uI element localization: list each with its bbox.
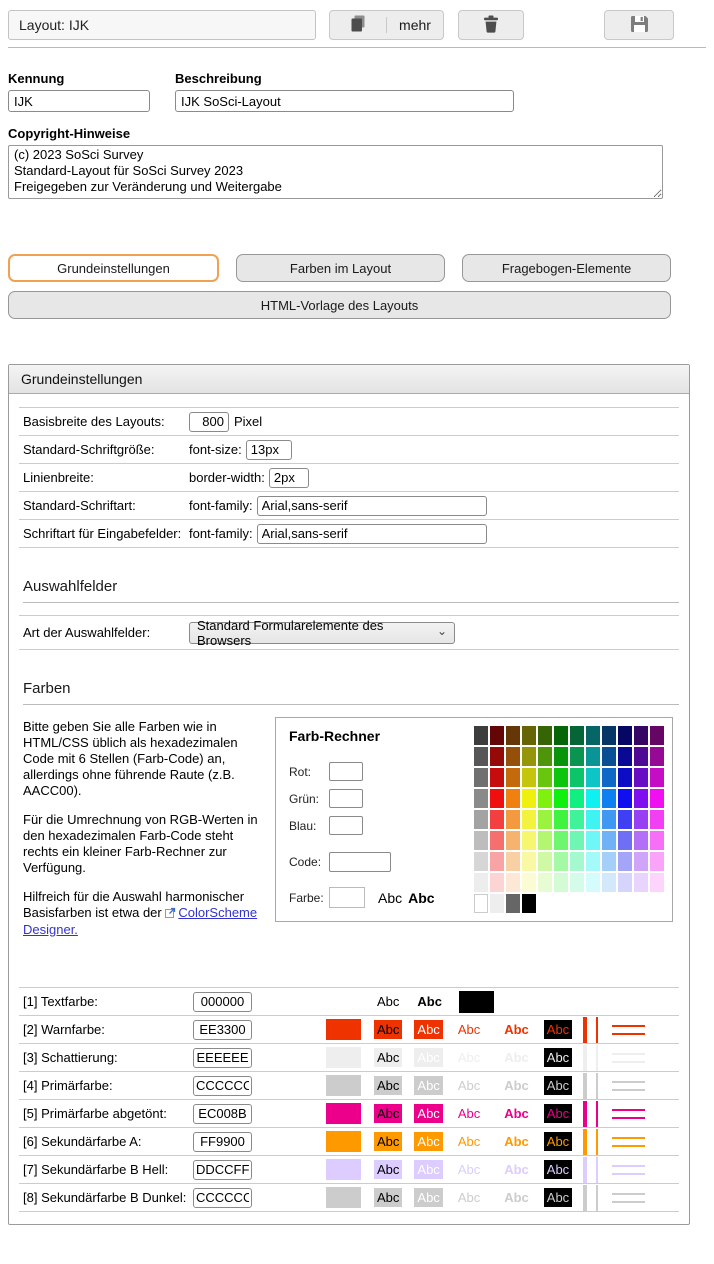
palette-swatch[interactable] (586, 768, 600, 787)
farb-rechner-controls (289, 726, 474, 913)
settings-row (19, 408, 679, 436)
color-code-input[interactable] (193, 1188, 252, 1208)
settings-row-label: Standard-Schriftart: (23, 498, 136, 513)
palette-swatch[interactable] (490, 726, 504, 745)
palette-swatch[interactable] (474, 831, 488, 850)
palette-swatch[interactable] (490, 894, 504, 913)
palette-swatch[interactable] (538, 768, 552, 787)
palette-swatch[interactable] (650, 810, 664, 829)
tab-fragebogen-elemente[interactable]: Fragebogen-Elemente (462, 254, 671, 282)
abc-preview-bold: Abc (408, 889, 435, 906)
abc-color-on-white: Abc (457, 1050, 481, 1065)
settings-value-input[interactable] (257, 524, 487, 544)
farben-heading: Farben (23, 680, 679, 705)
palette-swatch[interactable] (538, 789, 552, 808)
abc-color-bold: Abc (504, 1162, 529, 1177)
settings-row (19, 464, 679, 492)
color-code-input[interactable] (193, 1076, 252, 1096)
color-line-thin (596, 1185, 598, 1211)
more-button-label: mehr (399, 17, 431, 33)
palette-swatch[interactable] (554, 789, 568, 808)
palette-swatch[interactable] (650, 747, 664, 766)
color-table-row (19, 1044, 679, 1072)
layout-title-box (8, 10, 316, 40)
palette-swatch[interactable] (570, 852, 584, 871)
beschreibung-input[interactable] (175, 90, 514, 112)
farben-paragraph-1: Bitte geben Sie alle Farben wie in HTML/CSS üblich als hexadezimalen Code mit 6 Stellen (Farb-Code) an, allerdings ohne führende Raute (z.B. AACC00). (23, 719, 238, 798)
save-button[interactable] (604, 10, 674, 40)
settings-value-input[interactable] (257, 496, 487, 516)
settings-row-label: Standard-Schriftgröße: (23, 442, 155, 457)
palette-swatch[interactable] (618, 873, 632, 892)
color-row-label: [8] Sekundärfarbe B Dunkel: (23, 1190, 187, 1205)
color-row-label: [5] Primärfarbe abgetönt: (23, 1106, 167, 1121)
palette-swatch[interactable] (634, 726, 648, 745)
color-table-row (19, 1016, 679, 1044)
palette-swatch[interactable] (586, 810, 600, 829)
copyright-label: Copyright-Hinweise (8, 126, 131, 141)
palette-swatch[interactable] (586, 747, 600, 766)
color-code-input[interactable] (193, 1104, 252, 1124)
trash-icon (483, 15, 499, 36)
palette-swatch[interactable] (634, 873, 648, 892)
color-row-label: [1] Textfarbe: (23, 994, 98, 1009)
header-divider (8, 47, 706, 48)
abc-color-bold: Abc (504, 1106, 529, 1121)
abc-white-on-color: Abc (414, 1104, 442, 1123)
abc-white-on-color: Abc (414, 1076, 442, 1095)
more-button[interactable] (386, 17, 443, 33)
abc-white-on-color: Abc (414, 1160, 442, 1179)
color-table (19, 987, 679, 1212)
kennung-input[interactable] (8, 90, 150, 112)
palette-swatch[interactable] (586, 873, 600, 892)
abc-black-on-color: Abc (374, 1132, 402, 1151)
palette-swatch[interactable] (586, 726, 600, 745)
settings-css-property-label: font-size: (189, 442, 242, 457)
settings-row (19, 436, 679, 464)
farben-paragraph-3 (23, 889, 261, 938)
color-double-rule (612, 1053, 645, 1063)
abc-color-on-white: Abc (457, 1078, 481, 1093)
panel-body (9, 394, 689, 1224)
palette-swatch[interactable] (474, 810, 488, 829)
copyright-textarea[interactable] (8, 145, 663, 199)
abc-white-on-color: Abc (414, 1132, 442, 1151)
palette-swatch[interactable] (602, 747, 616, 766)
palette-swatch[interactable] (618, 726, 632, 745)
farben-help-text (19, 717, 275, 951)
color-row-label: [6] Sekundärfarbe A: (23, 1134, 142, 1149)
color-row-label: [3] Schattierung: (23, 1050, 118, 1065)
palette-swatch[interactable] (538, 810, 552, 829)
auswahlfelder-select[interactable] (189, 617, 455, 648)
color-code-input[interactable] (193, 1160, 252, 1180)
settings-row (19, 492, 679, 520)
palette-swatch[interactable] (506, 747, 520, 766)
abc-sample-bold: Abc (417, 994, 442, 1009)
abc-black-on-color: Abc (374, 1188, 402, 1207)
palette-swatch[interactable] (522, 747, 536, 766)
kennung-label: Kennung (8, 71, 65, 86)
color-code-input[interactable] (193, 1132, 252, 1152)
palette-swatch[interactable] (522, 768, 536, 787)
palette-swatch[interactable] (618, 852, 632, 871)
auswahlfelder-row-label: Art der Auswahlfelder: (23, 625, 151, 640)
abc-white-on-color: Abc (414, 1188, 442, 1207)
color-line-thin (596, 1017, 598, 1043)
palette-swatch[interactable] (506, 726, 520, 745)
blau-input[interactable] (329, 816, 363, 835)
settings-value-input[interactable] (269, 468, 309, 488)
abc-preview (378, 890, 435, 906)
palette-swatch[interactable] (490, 831, 504, 850)
palette-swatch[interactable] (554, 873, 568, 892)
color-line-thin (596, 1101, 598, 1127)
external-link-icon (165, 906, 176, 922)
palette-swatch[interactable] (522, 726, 536, 745)
color-swatch (326, 1047, 361, 1068)
color-line-thick (583, 1185, 587, 1211)
palette-swatch[interactable] (506, 894, 520, 913)
palette-swatch[interactable] (634, 852, 648, 871)
palette-swatch[interactable] (474, 768, 488, 787)
settings-row-label: Basisbreite des Layouts: (23, 414, 165, 429)
palette-swatch[interactable] (554, 831, 568, 850)
palette-swatch[interactable] (586, 789, 600, 808)
settings-row-label: Schriftart für Eingabefelder: (23, 526, 182, 541)
palette-swatch[interactable] (634, 768, 648, 787)
palette-swatch[interactable] (634, 789, 648, 808)
settings-css-property-label: font-family: (189, 498, 253, 513)
palette-swatch[interactable] (490, 873, 504, 892)
palette-swatch[interactable] (570, 873, 584, 892)
color-double-rule (612, 1193, 645, 1203)
palette-swatch[interactable] (506, 789, 520, 808)
code-label: Code: (289, 855, 322, 869)
settings-unit-label: Pixel (234, 414, 263, 429)
copy-button[interactable] (330, 15, 386, 35)
palette-swatch[interactable] (554, 726, 568, 745)
palette-swatch[interactable] (506, 852, 520, 871)
palette-swatch[interactable] (650, 831, 664, 850)
abc-black-on-color: Abc (374, 1160, 402, 1179)
page-title: Layout: IJK (19, 17, 90, 33)
color-code-input[interactable] (193, 1048, 252, 1068)
color-code-input[interactable] (193, 992, 252, 1012)
palette-swatch[interactable] (634, 810, 648, 829)
palette-swatch[interactable] (618, 768, 632, 787)
auswahlfelder-row (19, 616, 679, 650)
abc-color-bold: Abc (504, 1190, 529, 1205)
palette-swatch[interactable] (554, 747, 568, 766)
abc-color-on-black: Abc (544, 1188, 572, 1207)
color-line-thin (596, 1073, 598, 1099)
color-line-thin (596, 1157, 598, 1183)
palette-swatch[interactable] (554, 768, 568, 787)
palette-swatch[interactable] (506, 831, 520, 850)
palette-swatch[interactable] (586, 852, 600, 871)
color-line-thick (583, 1157, 587, 1183)
settings-css-property-label: border-width: (189, 470, 265, 485)
settings-css-property-label: font-family: (189, 526, 253, 541)
palette-swatch[interactable] (602, 726, 616, 745)
palette-swatch[interactable] (634, 747, 648, 766)
abc-color-on-black: Abc (544, 1076, 572, 1095)
meta-form (8, 71, 706, 199)
color-swatch (326, 1131, 361, 1152)
abc-color-bold: Abc (504, 1134, 529, 1149)
color-swatch (326, 1187, 361, 1208)
palette-swatch[interactable] (506, 873, 520, 892)
palette-swatch[interactable] (634, 831, 648, 850)
palette-swatch[interactable] (538, 831, 552, 850)
auswahlfelder-heading: Auswahlfelder (23, 578, 679, 603)
palette-swatch[interactable] (618, 810, 632, 829)
abc-black-on-color: Abc (374, 1076, 402, 1095)
color-line-thin (596, 1045, 598, 1071)
abc-color-on-white: Abc (457, 1022, 481, 1037)
abc-preview-normal: Abc (378, 889, 403, 906)
settings-value-input[interactable] (246, 440, 292, 460)
tab-row (8, 254, 671, 282)
settings-table (19, 407, 679, 548)
abc-color-bold: Abc (504, 1078, 529, 1093)
farben-paragraph-2: Für die Umrechnung von RGB-Werten in den hexadezimalen Farb-Code steht rechts ein kleiner Farb-Rechner zur Verfügung. (23, 812, 258, 875)
palette-swatch[interactable] (602, 810, 616, 829)
settings-value-input[interactable] (189, 412, 229, 432)
palette-swatch[interactable] (522, 873, 536, 892)
auswahlfelder-select-value: Standard Formularelemente des Browsers (197, 617, 384, 648)
palette-swatch[interactable] (522, 894, 536, 913)
palette-swatch[interactable] (490, 852, 504, 871)
palette-swatch[interactable] (490, 810, 504, 829)
abc-black-on-color: Abc (374, 1048, 402, 1067)
abc-color-on-black: Abc (544, 1104, 572, 1123)
abc-color-bold: Abc (504, 1022, 529, 1037)
palette-swatch[interactable] (474, 726, 488, 745)
tab-html-vorlage[interactable]: HTML-Vorlage des Layouts (8, 291, 671, 319)
color-line-thick (583, 1129, 587, 1155)
palette-swatch[interactable] (618, 831, 632, 850)
abc-white-on-color: Abc (414, 1020, 442, 1039)
abc-color-on-black: Abc (544, 1020, 572, 1039)
farb-rechner-title: Farb-Rechner (289, 728, 381, 744)
color-spacer (326, 991, 361, 1012)
palette-swatch[interactable] (554, 852, 568, 871)
farben-section (19, 717, 679, 951)
palette-swatch[interactable] (474, 894, 488, 913)
palette-swatch[interactable] (490, 747, 504, 766)
color-table-row (19, 1184, 679, 1212)
code-input[interactable] (329, 852, 391, 872)
color-table-row (19, 988, 679, 1016)
blau-label: Blau: (289, 818, 317, 833)
beschreibung-label: Beschreibung (175, 71, 262, 86)
abc-color-on-black: Abc (544, 1048, 572, 1067)
palette-swatch[interactable] (538, 852, 552, 871)
palette-swatch[interactable] (650, 768, 664, 787)
palette-swatch[interactable] (522, 789, 536, 808)
abc-color-on-white: Abc (457, 1162, 481, 1177)
palette-swatch[interactable] (650, 726, 664, 745)
abc-color-on-white: Abc (457, 1134, 481, 1149)
palette-swatch[interactable] (474, 747, 488, 766)
palette-swatch[interactable] (602, 852, 616, 871)
palette-swatch[interactable] (522, 810, 536, 829)
palette-swatch[interactable] (538, 873, 552, 892)
color-double-rule (612, 1137, 645, 1147)
palette-swatch[interactable] (474, 852, 488, 871)
palette-swatch[interactable] (506, 810, 520, 829)
color-swatch (326, 1075, 361, 1096)
palette-swatch[interactable] (474, 789, 488, 808)
color-line-thick (583, 1017, 587, 1043)
color-swatch (326, 1103, 361, 1124)
palette-swatch[interactable] (570, 768, 584, 787)
auswahlfelder-rows (19, 615, 679, 650)
settings-row-label: Linienbreite: (23, 470, 94, 485)
palette-swatch[interactable] (554, 810, 568, 829)
gruen-label: Grün: (289, 791, 320, 806)
panel-header: Grundeinstellungen (9, 365, 689, 394)
color-row-label: [2] Warnfarbe: (23, 1022, 105, 1037)
palette-swatch[interactable] (490, 789, 504, 808)
color-double-rule (612, 1081, 645, 1091)
palette-swatch[interactable] (650, 852, 664, 871)
abc-black-on-color: Abc (374, 1104, 402, 1123)
palette-swatch[interactable] (474, 873, 488, 892)
rot-label: Rot: (289, 764, 312, 779)
settings-row (19, 520, 679, 548)
palette-swatch[interactable] (618, 747, 632, 766)
colorscheme-designer-link[interactable]: ColorScheme Designer. (23, 905, 258, 937)
farbe-preview-swatch (329, 887, 365, 908)
color-double-rule (612, 1109, 645, 1119)
color-line-thick (583, 1045, 587, 1071)
color-swatch (326, 1019, 361, 1040)
color-double-rule (612, 1165, 645, 1175)
palette-swatch[interactable] (538, 747, 552, 766)
color-table-row (19, 1072, 679, 1100)
palette-swatch[interactable] (570, 831, 584, 850)
palette-swatch[interactable] (602, 831, 616, 850)
palette-swatch[interactable] (602, 768, 616, 787)
palette-swatch[interactable] (570, 810, 584, 829)
palette-swatch[interactable] (602, 789, 616, 808)
abc-color-on-black: Abc (544, 1132, 572, 1151)
abc-color-on-white: Abc (457, 1190, 481, 1205)
color-palette (474, 726, 664, 913)
tab-farben-im-layout[interactable]: Farben im Layout (236, 254, 445, 282)
chevron-down-icon: ⌄ (436, 624, 447, 638)
abc-color-on-black: Abc (544, 1160, 572, 1179)
color-line-thick (583, 1101, 587, 1127)
grundeinstellungen-panel (8, 364, 690, 1225)
palette-swatch[interactable] (650, 873, 664, 892)
abc-black-on-color: Abc (374, 1020, 402, 1039)
color-double-rule (612, 1025, 645, 1035)
color-row-label: [4] Primärfarbe: (23, 1078, 113, 1093)
palette-swatch[interactable] (650, 789, 664, 808)
palette-swatch[interactable] (570, 747, 584, 766)
color-line-thick (583, 1073, 587, 1099)
palette-swatch[interactable] (570, 789, 584, 808)
gruen-input[interactable] (329, 789, 363, 808)
abc-color-bold: Abc (504, 1050, 529, 1065)
palette-swatch[interactable] (538, 726, 552, 745)
palette-swatch[interactable] (490, 768, 504, 787)
palette-swatch[interactable] (586, 831, 600, 850)
color-line-thin (596, 1129, 598, 1155)
tab-grundeinstellungen[interactable]: Grundeinstellungen (8, 254, 219, 282)
header-bar (8, 10, 706, 40)
farben-paragraph-3-text: Hilfreich für die Auswahl harmonischer Basisfarben ist etwa der (23, 889, 245, 920)
color-swatch (326, 1159, 361, 1180)
palette-swatch[interactable] (602, 873, 616, 892)
farb-rechner-box (275, 717, 673, 922)
farbe-label: Farbe: (289, 890, 324, 905)
rot-input[interactable] (329, 762, 363, 781)
color-code-input[interactable] (193, 1020, 252, 1040)
palette-swatch[interactable] (570, 726, 584, 745)
delete-button[interactable] (458, 10, 524, 40)
color-row-label: [7] Sekundärfarbe B Hell: (23, 1162, 169, 1177)
copy-more-button-group (329, 10, 444, 40)
abc-sample-normal: Abc (377, 994, 400, 1009)
save-icon (630, 15, 649, 36)
abc-color-on-white: Abc (457, 1106, 481, 1121)
color-table-row (19, 1128, 679, 1156)
palette-swatch[interactable] (522, 831, 536, 850)
palette-swatch[interactable] (618, 789, 632, 808)
color-swatch (459, 991, 494, 1013)
abc-white-on-color: Abc (414, 1048, 442, 1067)
palette-swatch[interactable] (522, 852, 536, 871)
palette-swatch[interactable] (506, 768, 520, 787)
color-table-row (19, 1100, 679, 1128)
copy-icon (350, 15, 366, 35)
color-table-row (19, 1156, 679, 1184)
